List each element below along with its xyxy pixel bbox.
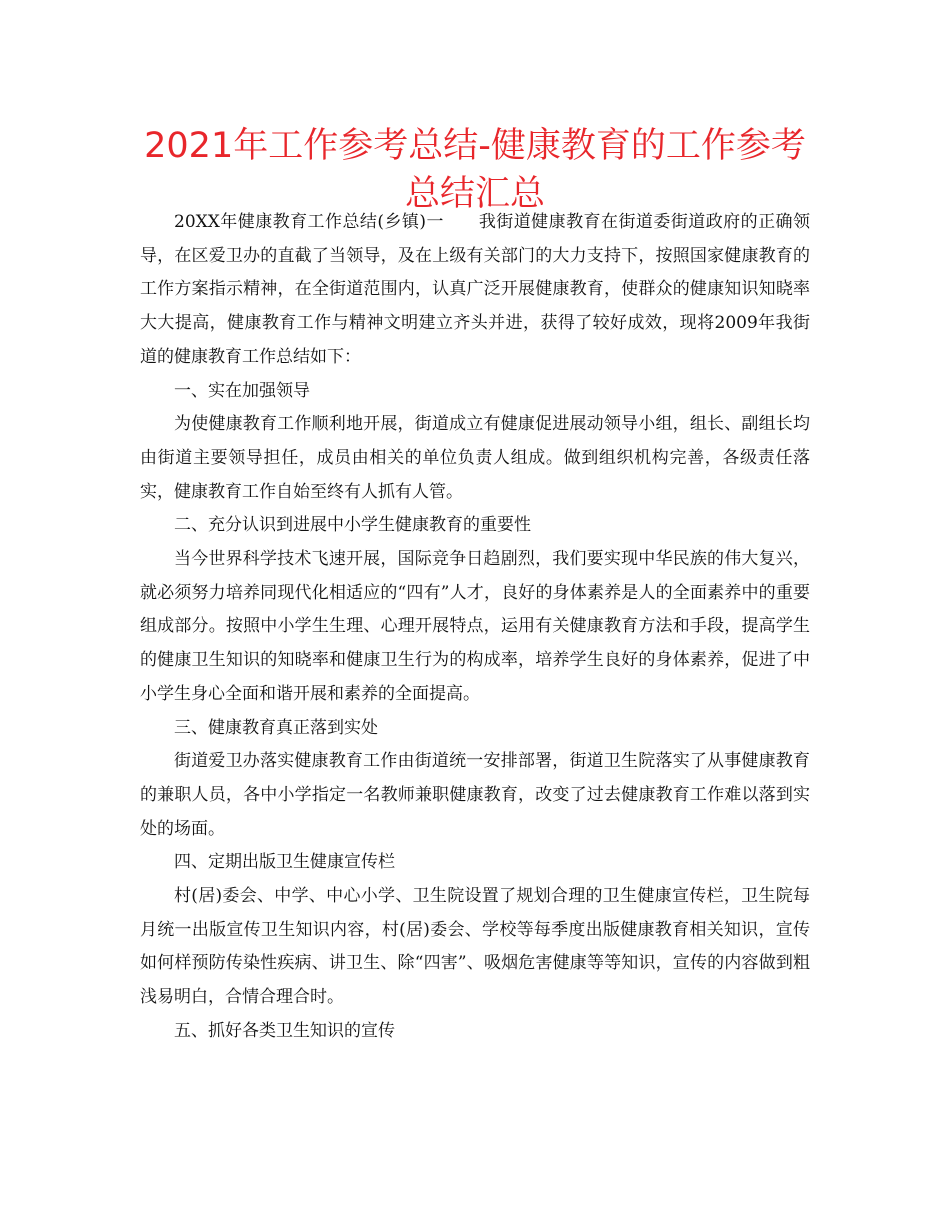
section-heading-2: 二、充分认识到进展中小学生健康教育的重要性 <box>174 515 531 536</box>
document-title: 2021年工作参考总结-健康教育的工作参考总结汇总 <box>144 126 806 214</box>
section-paragraph-1: 为使健康教育工作顺利地开展，街道成立有健康促进展动领导小组，组长、副组长均由街道主要领导担任，成员由相关的单位负责人组成。做到组织机构完善，各级责任落实，健康教育工作自始至终有人抓有人管。 <box>140 414 810 502</box>
section-paragraph-3: 街道爱卫办落实健康教育工作由街道统一安排部署，街道卫生院落实了从事健康教育的兼职人员，各中小学指定一名教师兼职健康教育，改变了过去健康教育工作难以落到实处的场面。 <box>140 751 810 839</box>
document-body <box>140 206 810 1049</box>
section-heading-5: 五、抓好各类卫生知识的宣传 <box>174 1020 395 1041</box>
section-paragraph-4: 村(居)委会、中学、中心小学、卫生院设置了规划合理的卫生健康宣传栏，卫生院每月统一出版宣传卫生知识内容，村(居)委会、学校等每季度出版健康教育相关知识，宣传如何样预防传染性疾病、讲卫生、除“四害”、吸烟危害健康等等知识，宣传的内容做到粗浅易明白，合情合理合时。 <box>140 886 810 1008</box>
section-heading-3: 三、健康教育真正落到实处 <box>174 717 378 738</box>
section-heading-1: 一、实在加强领导 <box>174 380 310 401</box>
section-paragraph-2: 当今世界科学技术飞速开展，国际竞争日趋剧烈，我们要实现中华民族的伟大复兴，就必须努力培养同现代化相适应的“四有”人才，良好的身体素养是人的全面素养中的重要组成部分。按照中小学生生理、心理开展特点，运用有关健康教育方法和手段，提高学生的健康卫生知识的知晓率和健康卫生行为的构成率，培养学生良好的身体素养，促进了中小学生身心全面和谐开展和素养的全面提高。 <box>140 549 810 704</box>
intro-paragraph: 20XX年健康教育工作总结(乡镇)一 我街道健康教育在街道委街道政府的正确领导，在区爱卫办的直截了当领导，及在上级有关部门的大力支持下，按照国家健康教育的工作方案指示精神，在全街道范围内，认真广泛开展健康教育，使群众的健康知识知晓率大大提高，健康教育工作与精神文明建立齐头并进，获得了较好成效，现将2009年我街道的健康教育工作总结如下： <box>140 212 810 367</box>
section-heading-4: 四、定期出版卫生健康宣传栏 <box>174 852 395 873</box>
